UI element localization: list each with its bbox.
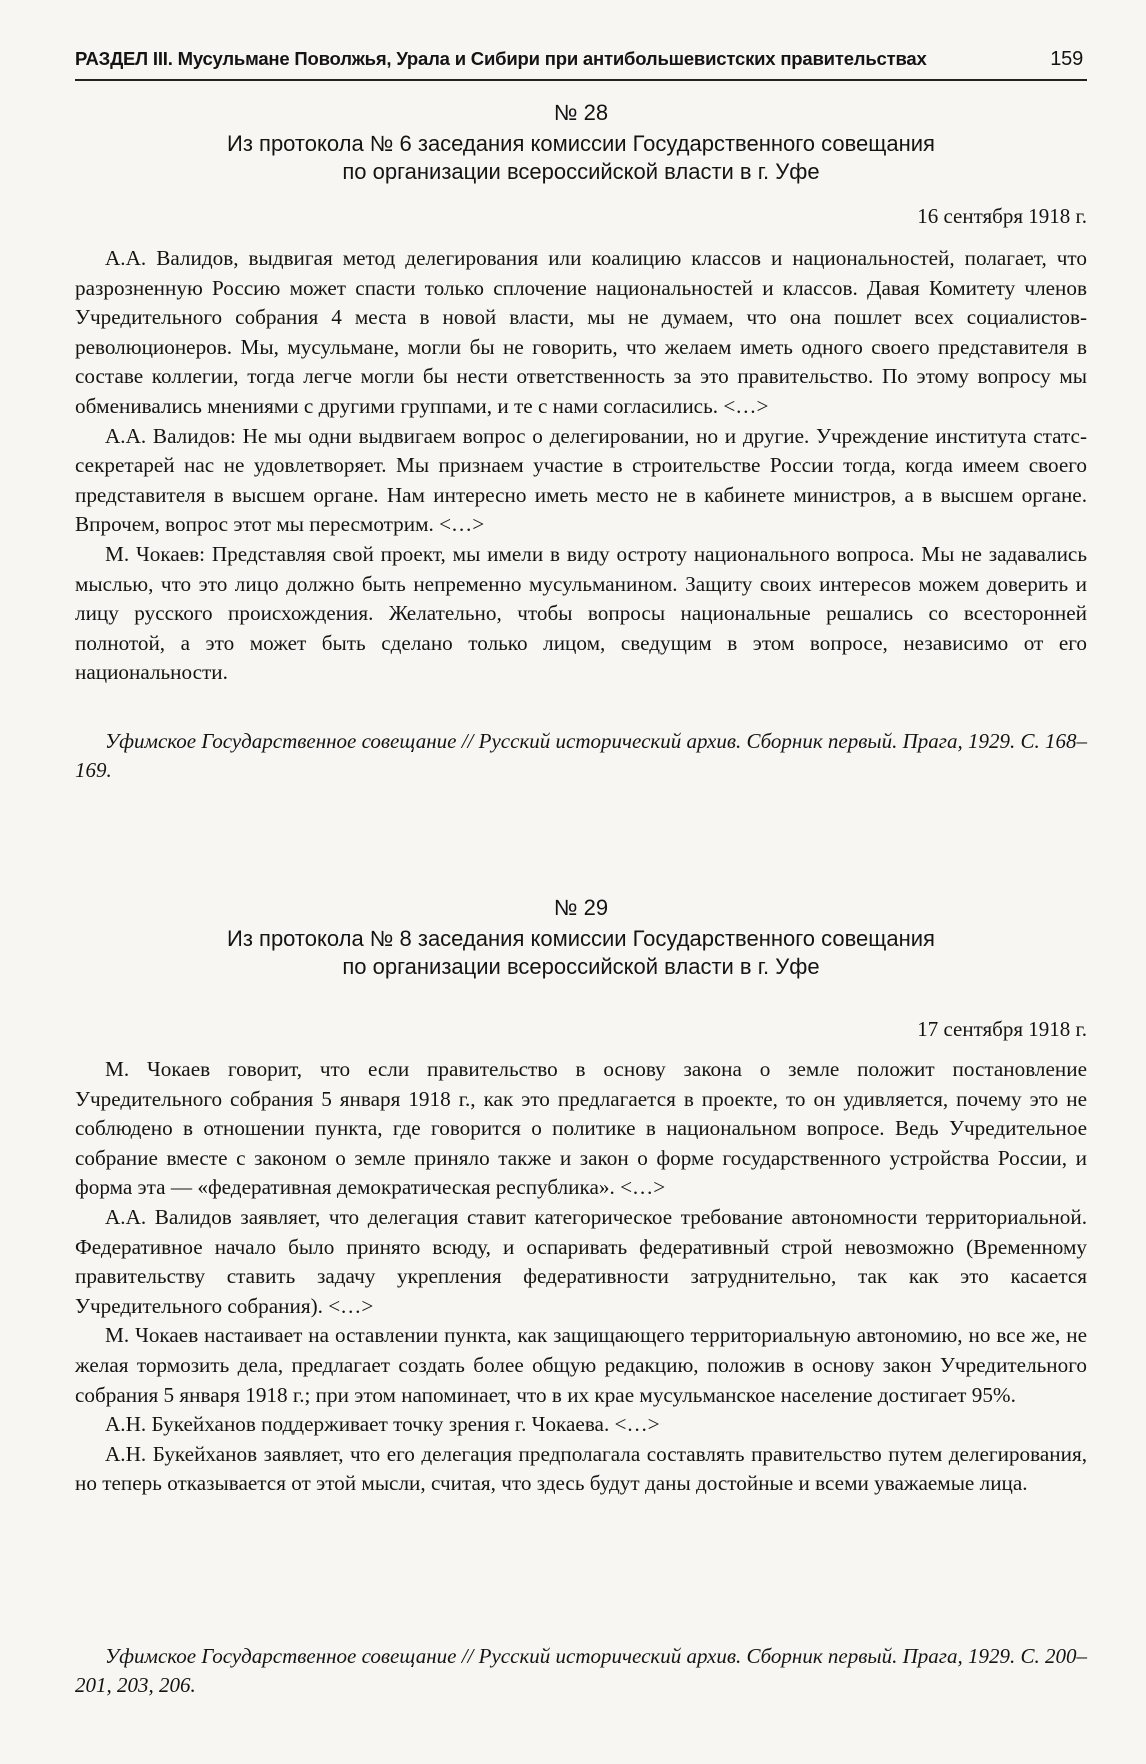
section-title: РАЗДЕЛ III. Мусульмане Поволжья, Урала и Сибири при антибольшевистских правительствах	[75, 48, 927, 69]
paragraph: М. Чокаев настаивает на оставлении пункта, как защищающего территориальную автономию, но все же, не желая тормозить дела, предлагает создать более общую редакцию, положив в основу закон Учредительного собрания 5 января 1918 г.; при этом напоминает, что в их крае мусульманское население достигает 95%.	[75, 1323, 1087, 1407]
document-title-line: по организации всероссийской власти в г. Уфе	[342, 159, 820, 184]
document-date: 16 сентября 1918 г.	[917, 204, 1087, 228]
source-text: Уфимское Государственное совещание // Русский исторический архив. Сборник первый. Прага, 1929. С. 168–169.	[75, 729, 1087, 782]
paragraph: А.А. Валидов, выдвигая метод делегирования или коалицию классов и национальностей, полагает, что разрозненную Россию может спасти только сплочение национальностей и классов. Давая Комитету членов Учредительного собрания 4 места в новой власти, мы не думаем, что она пошлет всех социалистов-революционеров. Мы, мусульмане, могли бы не говорить, что желаем иметь одного своего представителя в составе коллегии, тогда легче могли бы нести ответственность за это правительство. По этому вопросу мы обменивались мнениями с другими группами, и те с нами согласились. <…>	[75, 246, 1087, 418]
page-number: 159	[1050, 48, 1083, 70]
paragraph: А.А. Валидов заявляет, что делегация ставит категорическое требование автономности территориальной. Федеративное начало было принято всюду, и оспаривать федеративный строй невозможно (Временному правительству ставить задачу укрепления федеративности затруднительно, так как это касается Учредительного собрания). <…>	[75, 1204, 1087, 1318]
document-title	[75, 130, 1087, 186]
document-title-line: по организации всероссийской власти в г. Уфе	[342, 954, 820, 979]
header-rule	[75, 79, 1087, 81]
paragraph: А.А. Валидов: Не мы одни выдвигаем вопрос о делегировании, но и другие. Учреждение института статс-секретарей нас не удовлетворяет. Мы признаем участие в строительстве России тогда, когда имеем своего представителя в высшем органе. Нам интересно иметь место не в кабинете министров, а в высшем органе. Впрочем, вопрос этот мы пересмотрим. <…>	[75, 423, 1087, 537]
paragraph: А.Н. Букейханов заявляет, что его делегация предполагала составлять правительство путем делегирования, но теперь отказывается от этой мысли, считая, что здесь будут даны достойные и всеми уважаемые лица.	[75, 1441, 1087, 1496]
document-title-line: Из протокола № 6 заседания комиссии Государственного совещания	[227, 131, 935, 156]
document-title	[75, 925, 1087, 981]
document-number: № 29	[553, 895, 609, 920]
source-citation	[75, 1642, 1087, 1700]
book-page	[75, 0, 1087, 1764]
document-body	[75, 244, 1087, 688]
running-head	[75, 48, 1087, 70]
document-number: № 28	[553, 100, 609, 125]
paragraph: М. Чокаев: Представляя свой проект, мы имели в виду остроту национального вопроса. Мы не задавались мыслью, что это лицо должно быть непременно мусульманином. Защиту своих интересов можем доверить и лицу русского происхождения. Желательно, чтобы вопросы национальные решались со всесторонней полнотой, а это может быть сделано только лицом, сведущим в этом вопросе, независимо от его национальности.	[75, 541, 1087, 685]
document-29	[75, 895, 1087, 981]
document-body	[75, 1055, 1087, 1499]
document-title-line: Из протокола № 8 заседания комиссии Государственного совещания	[227, 926, 935, 951]
source-text: Уфимское Государственное совещание // Русский исторический архив. Сборник первый. Прага, 1929. С. 200–201, 203, 206.	[75, 1644, 1087, 1697]
paragraph: А.Н. Букейханов поддерживает точку зрения г. Чокаева. <…>	[105, 1412, 660, 1437]
source-citation	[75, 727, 1087, 785]
document-28	[75, 100, 1087, 186]
paragraph: М. Чокаев говорит, что если правительство в основу закона о земле положит постановление Учредительного собрания 5 января 1918 г., как это предлагается в проекте, то он удивляется, почему это не соблюдено в отношении пункта, где говорится о политике в национальном вопросе. Ведь Учредительное собрание вместе с законом о земле приняло также и закон о форме государственного устройства России, и форма эта — «федеративная демократическая республика». <…>	[75, 1057, 1087, 1200]
document-date: 17 сентября 1918 г.	[917, 1017, 1087, 1041]
